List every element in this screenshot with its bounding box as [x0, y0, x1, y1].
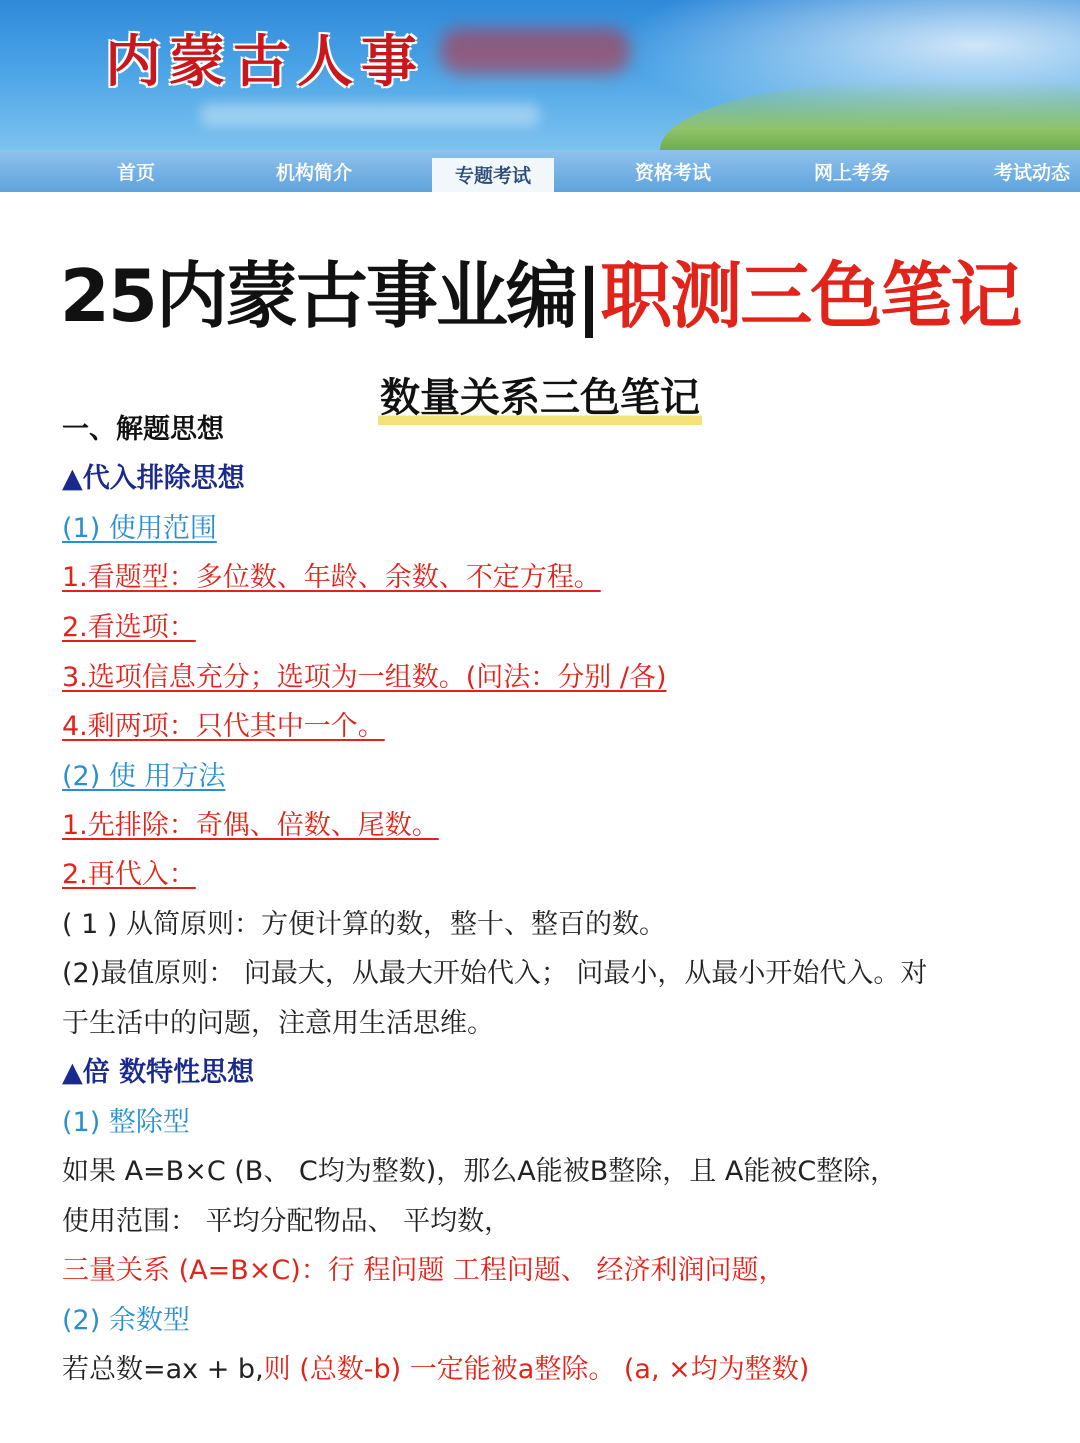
note-line: 于生活中的问题，注意用生活思维。: [62, 1008, 494, 1039]
note-line: 如果 A=B×C (B、 C均为整数)，那么A能被B整除，且 A能被C整除，: [62, 1156, 898, 1187]
note-line: 三量关系 (A=B×C)：行 程问题 工程问题、 经济利润问题，: [62, 1255, 786, 1286]
subheading-method: (2) 使 用方法: [62, 761, 226, 792]
topic-heading-substitution: ▲代入排除思想: [62, 463, 245, 494]
note-line: 1.先排除：奇偶、倍数、尾数。: [62, 810, 439, 841]
nav-qualification-exam[interactable]: 资格考试: [634, 162, 711, 184]
nav-bar: [0, 150, 1080, 192]
page-title-red: 职测三色笔记: [600, 254, 1021, 338]
note-line-red-part: 则 (总数-b) 一定能被a整除。 (a, ×均为整数): [263, 1354, 810, 1385]
note-line-black-part: 若总数=ax + b,: [62, 1354, 264, 1385]
nav-special-exam[interactable]: 专题考试: [432, 158, 554, 192]
nav-home[interactable]: 首页: [116, 162, 155, 184]
note-line: ( 1 ) 从简原则：方便计算的数，整十、整百的数。: [62, 909, 666, 940]
page-title-black: 25内蒙古事业编|: [59, 254, 601, 338]
nav-about[interactable]: 机构简介: [275, 162, 352, 184]
subtitle: 数量关系三色笔记: [378, 366, 702, 425]
note-line: 1.看题型：多位数、年龄、余数、不定方程。: [62, 562, 601, 593]
subheading-remainder: (2) 余数型: [62, 1305, 190, 1336]
note-line: 2.看选项：: [62, 612, 196, 643]
blurred-site-url: [200, 103, 540, 127]
subheading-divisible: (1) 整除型: [62, 1107, 190, 1138]
site-banner: [0, 0, 1080, 150]
nav-online-affairs[interactable]: 网上考务: [813, 162, 890, 184]
note-line: 4.剩两项：只代其中一个。: [62, 711, 385, 742]
subheading-scope: (1) 使用范围: [62, 513, 217, 544]
note-line: [62, 1352, 809, 1388]
section-heading: 一、解题思想: [62, 414, 224, 445]
nav-exam-news[interactable]: 考试动态: [993, 162, 1070, 184]
note-line: 3.选项信息充分；选项为一组数。(问法：分别 /各): [62, 662, 667, 693]
note-line: 使用范围： 平均分配物品、 平均数，: [62, 1206, 512, 1237]
topic-heading-multiple: ▲倍 数特性思想: [62, 1057, 255, 1088]
page-title: [0, 238, 1080, 342]
note-line: 2.再代入：: [62, 859, 196, 890]
note-line: (2)最值原则： 问最大，从最大开始代入； 问最小，从最小开始代入。对: [62, 958, 928, 989]
blurred-site-suffix: [440, 28, 630, 74]
site-name: 内蒙古人事: [105, 29, 425, 95]
